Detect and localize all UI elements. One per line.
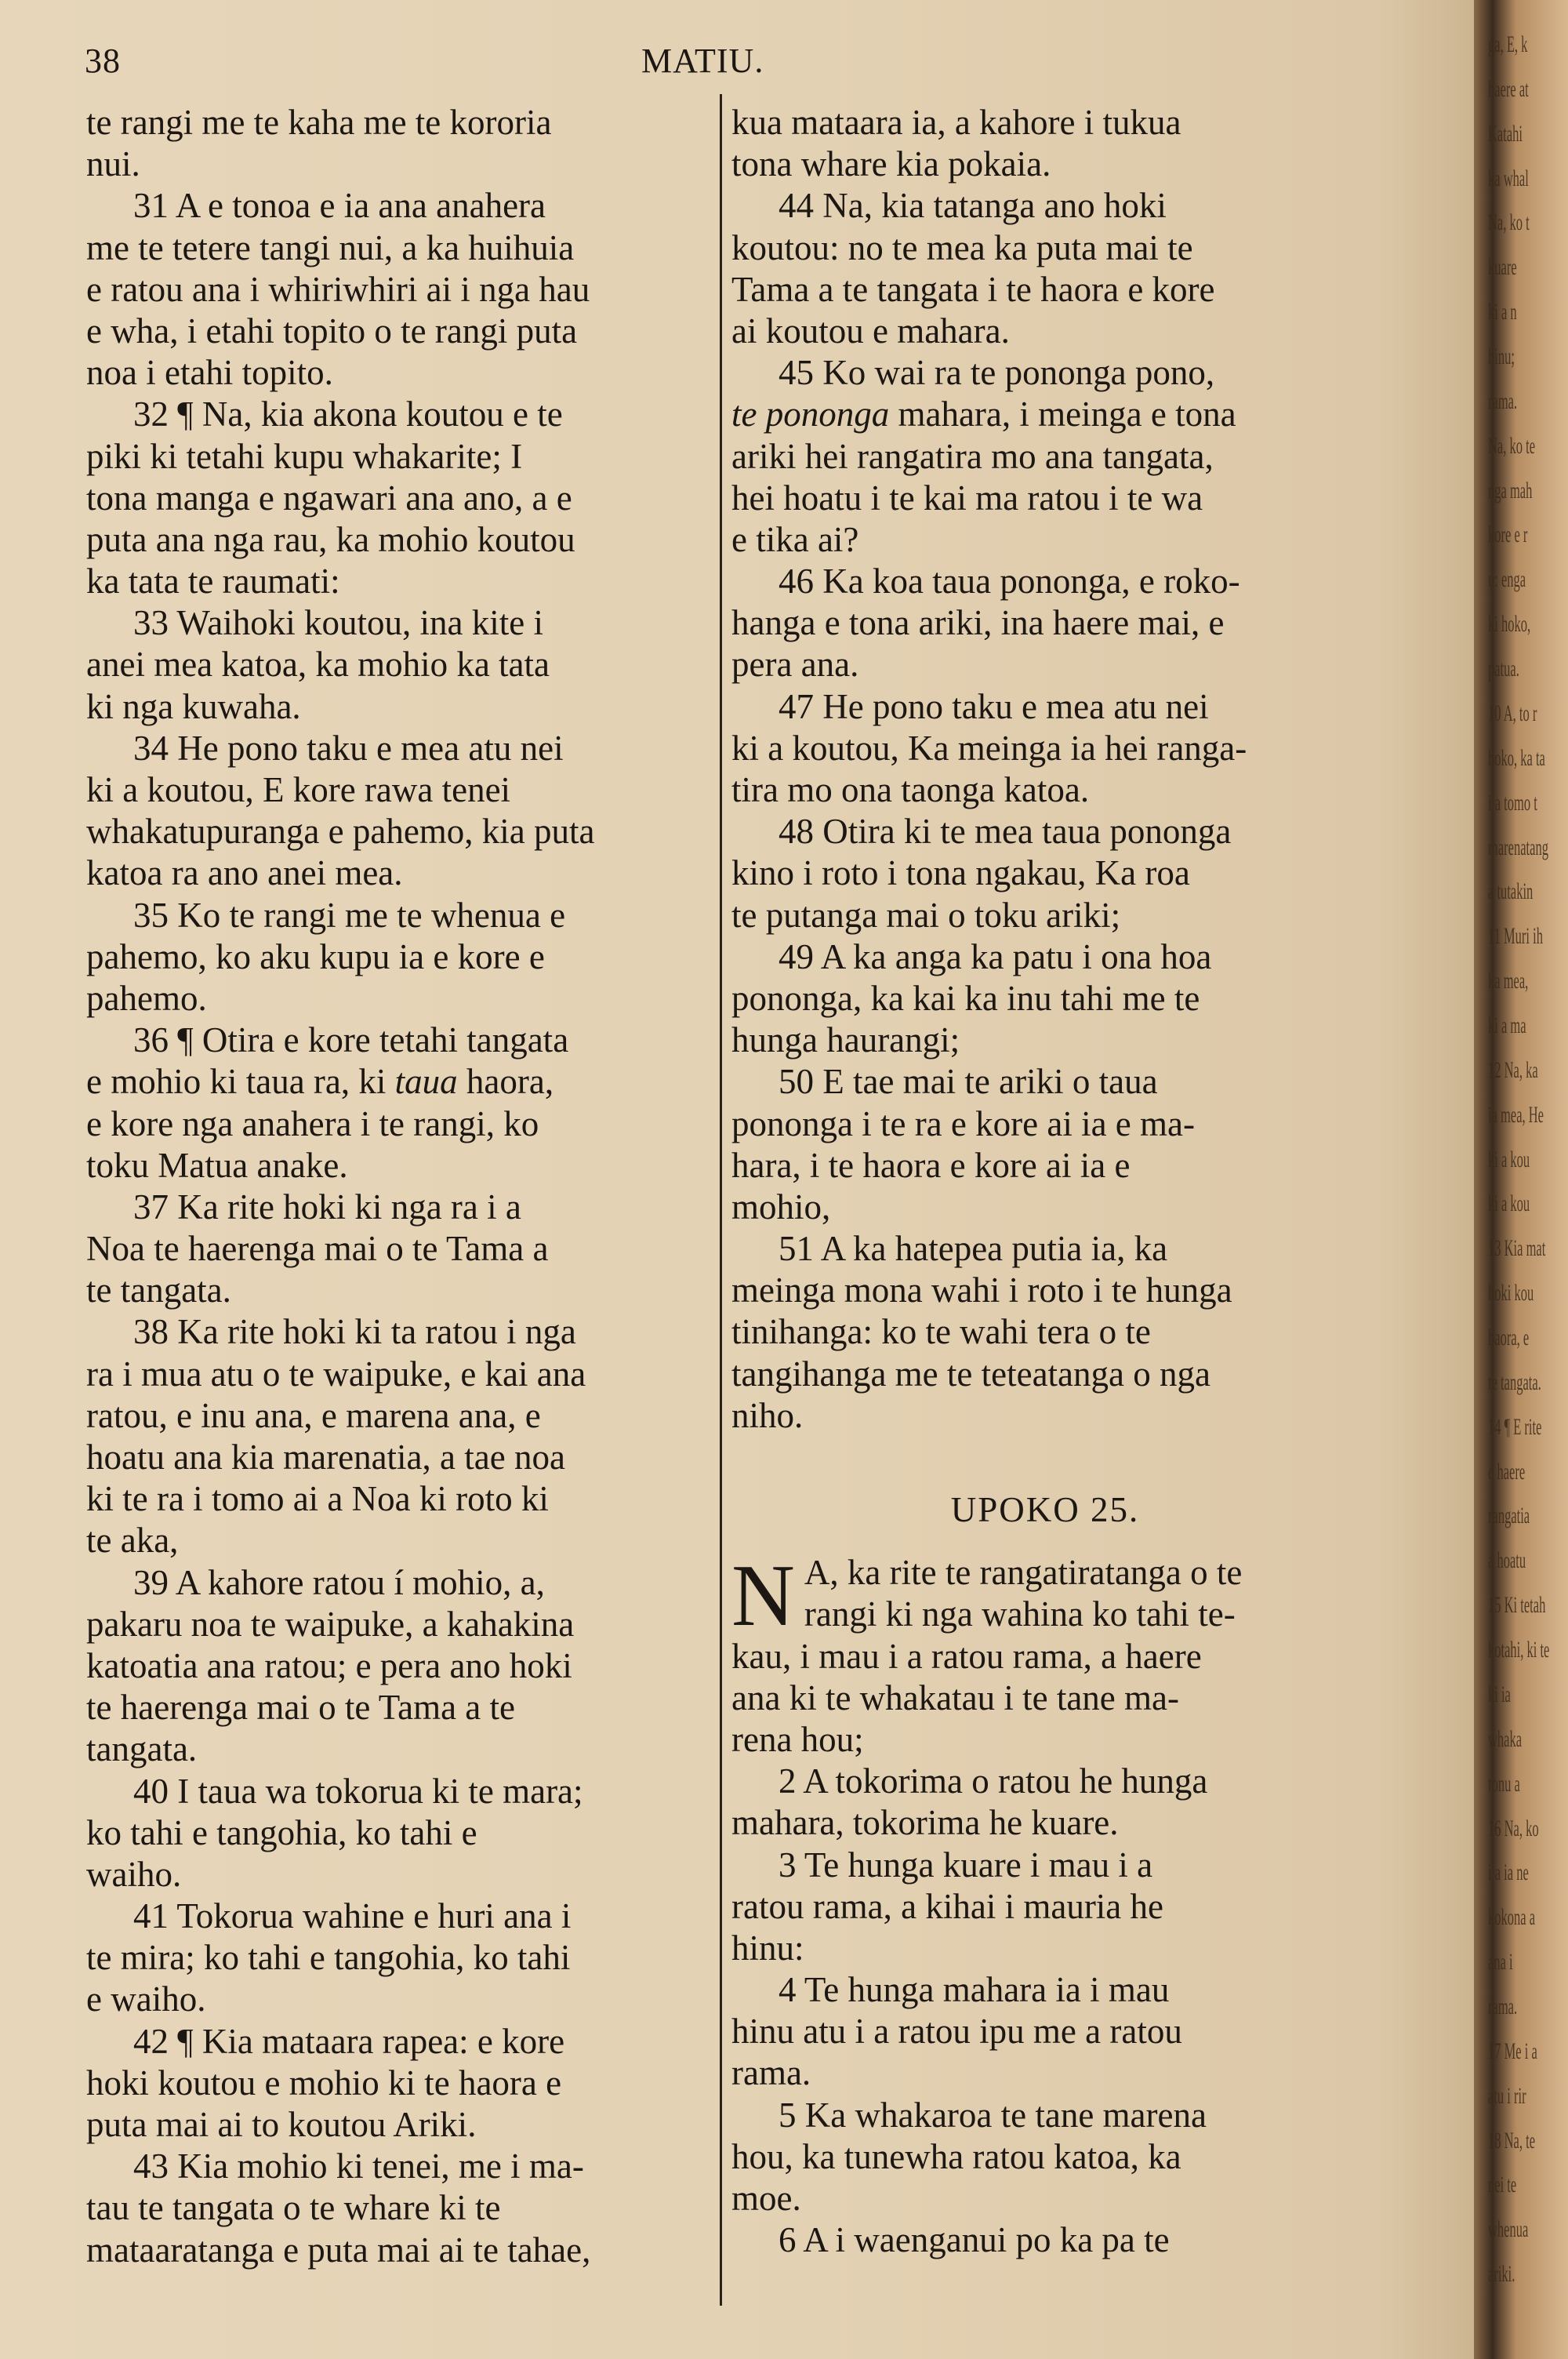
text-line: 45 Ko wai ra te pononga pono, [779, 353, 1215, 393]
text-line: mohio, [731, 1187, 831, 1227]
text-line: e ratou ana i whiriwhiri ai i nga hau [86, 269, 590, 309]
text-line: pahemo. [86, 978, 207, 1018]
text-line: hanga e tona ariki, ina haere mai, e [731, 603, 1225, 643]
text-line: katoatia ana ratou; e pera ano hoki [86, 1645, 572, 1685]
text-line: e wha, i etahi topito o te rangi puta [86, 311, 578, 351]
facing-page-fragment: whenua [1488, 2216, 1529, 2243]
text-line: pera ana. [731, 645, 859, 685]
text-line: kau, i mau i a ratou rama, a haere [731, 1636, 1202, 1676]
text-line: toku Matua anake. [86, 1145, 348, 1185]
facing-page-fragment: kore e r [1488, 522, 1528, 548]
text-line: hei hoatu i te kai ma ratou i te wa [731, 478, 1203, 518]
facing-page-fragment: 18 Na, te [1488, 2127, 1536, 2154]
text-line: ka tata te raumati: [86, 562, 340, 602]
text-line: 2 A tokorima o ratou he hunga [779, 1761, 1208, 1801]
text-line: te tangata. [86, 1270, 231, 1310]
text-line: 43 Kia mohio ki tenei, me i ma- [133, 2146, 584, 2186]
text-line: ai koutou e mahara. [731, 311, 1010, 351]
facing-page-fragment: 14 ¶ E rite [1488, 1413, 1542, 1440]
text-line: tau te tangata o te whare ki te [86, 2188, 501, 2228]
facing-page-fragment: ka whal [1488, 165, 1529, 191]
text-line: 41 Tokorua wahine e huri ana i [133, 1896, 572, 1936]
text-line: noa i etahi topito. [86, 353, 333, 393]
text-line: hinu: [731, 1928, 804, 1968]
text-line: 38 Ka rite hoki ki ta ratou i nga [133, 1312, 576, 1352]
text-line: puta ana nga rau, ka mohio koutou [86, 519, 575, 559]
left-column [86, 102, 713, 2271]
text-line: pakaru noa te waipuke, a kahakina [86, 1604, 575, 1644]
text-line: 47 He pono taku e mea atu nei [779, 686, 1209, 726]
spacer [731, 1437, 1359, 1478]
page-number: 38 [85, 42, 121, 80]
facing-page-fragment: 13 Kia mat [1488, 1235, 1546, 1262]
facing-page-fragment: 12 Na, ka [1488, 1056, 1538, 1083]
text-line: waiho. [86, 1854, 182, 1894]
text-line: hoki koutou e mohio ki te haora e [86, 2063, 562, 2103]
facing-page-fragment: Na, ko te [1488, 432, 1536, 459]
text-line: nui. [86, 144, 140, 184]
text-line: ki te ra i tomo ai a Noa ki roto ki [86, 1479, 549, 1519]
facing-page-fragment: i a tomo t [1488, 789, 1537, 816]
text-line: e kore nga anahera i te rangi, ko [86, 1103, 539, 1143]
text-line: ana ki te whakatau i te tane ma- [731, 1677, 1179, 1717]
text-line: rena hou; [731, 1719, 864, 1759]
text-line: tona manga e ngawari ana ano, a e [86, 478, 572, 518]
facing-page-fragment: whaka [1488, 1725, 1523, 1752]
text-line: 5 Ka whakaroa te tane marena [779, 2095, 1207, 2135]
facing-page-fragment: ki hoko, [1488, 611, 1531, 638]
text-line: 32 ¶ Na, kia akona koutou e te [133, 394, 563, 434]
text-line: te rangi me te kaha me te kororia [86, 103, 552, 142]
text-line: ariki hei rangatira mo ana tangata, [731, 436, 1214, 476]
text-line: e tika ai? [731, 519, 859, 559]
chapter-opening [731, 1547, 1359, 1645]
text-line: ratou rama, a kihai i mauria he [731, 1886, 1164, 1926]
chapter-heading: UPOKO 25. [950, 1490, 1140, 1530]
text-line: rama. [731, 2053, 811, 2093]
facing-page-fragment: rangatia [1488, 1503, 1530, 1529]
right-column [731, 102, 1359, 2261]
text-line: tangihanga me te teteatanga o nga [731, 1354, 1210, 1394]
running-title: MATIU. [641, 42, 764, 80]
text-line: A, ka rite te rangatiratanga o te [804, 1553, 1243, 1593]
facing-page-fragment: hoki kou [1488, 1280, 1534, 1307]
facing-page-fragment: hoko, ka ta [1488, 744, 1545, 771]
text-line: hinu atu i a ratou ipu me a ratou [731, 2012, 1182, 2052]
facing-page-fragment: kuare [1488, 254, 1517, 281]
text-line: Noa te haerenga mai o te Tama a [86, 1229, 549, 1269]
facing-page-fragment: nga mah [1488, 477, 1533, 503]
text-line: piki ki tetahi kupu whakarite; I [86, 436, 523, 476]
text-line: te pononga mahara, i meinga e tona [731, 394, 1236, 434]
facing-page-fragment: Katahi [1488, 120, 1523, 147]
text-line: te putanga mai o toku ariki; [731, 895, 1121, 935]
text-line: anei mea katoa, ka mohio ka tata [86, 645, 550, 685]
facing-page-fragment: 11 Muri ih [1488, 923, 1543, 950]
text-line: niho. [731, 1395, 804, 1435]
text-line: 4 Te hunga mahara ia i mau [779, 1970, 1170, 2010]
facing-page-fragment: ana i [1488, 1949, 1513, 1976]
text-line: mataaratanga e puta mai ai te tahae, [86, 2230, 591, 2270]
text-line: koutou: no te mea ka puta mai te [731, 227, 1193, 267]
drop-cap: N [731, 1547, 795, 1645]
text-line: 3 Te hunga kuare i mau i a [779, 1845, 1153, 1885]
facing-page-fragment: 10 A, to r [1488, 700, 1537, 726]
facing-page-fragment: te tangata. [1488, 1369, 1541, 1395]
column-divider [720, 94, 722, 2306]
facing-page-fragment: kotahi, ki te [1488, 1637, 1550, 1663]
text-line: ratou, e inu ana, e marena ana, e [86, 1395, 541, 1435]
text-line: 37 Ka rite hoki ki nga ra i a [133, 1187, 521, 1227]
text-line: te mira; ko tahi e tangohia, ko tahi [86, 1938, 571, 1978]
text-line: e waiho. [86, 1979, 206, 2019]
text-line: meinga mona wahi i roto i te hunga [731, 1270, 1232, 1310]
text-line: 33 Waihoki koutou, ina kite i [133, 603, 543, 643]
text-line: te haerenga mai o te Tama a te [86, 1688, 515, 1728]
text-line: moe. [731, 2179, 801, 2218]
facing-page-fragment: ki a ma [1488, 1012, 1526, 1038]
text-line: rangi ki nga wahina ko tahi te- [804, 1594, 1236, 1634]
text-line: 31 A e tonoa e ia ana anahera [133, 186, 546, 226]
text-line: ki nga kuwaha. [86, 686, 301, 726]
facing-page-fragment: ariki. [1488, 2261, 1515, 2288]
text-line: Tama a te tangata i te haora e kore [731, 269, 1215, 309]
facing-page-fragment: marenatang [1488, 834, 1548, 860]
text-line: 34 He pono taku e mea atu nei [133, 728, 564, 768]
facing-page-fragment: ki ia [1488, 1681, 1511, 1707]
chapter-verses [731, 1636, 1359, 2262]
facing-page-fragment: 15 Ki tetah [1488, 1592, 1546, 1619]
facing-page-fragment: 17 Me i a [1488, 2037, 1537, 2064]
text-line: 40 I taua wa tokorua ki te mara; [133, 1771, 583, 1811]
text-line: 39 A kahore ratou í mohio, a, [133, 1562, 545, 1602]
text-line: 48 Otira ki te mea taua pononga [779, 812, 1232, 852]
text-line: 50 E tae mai te ariki o taua [779, 1062, 1158, 1102]
facing-page-fragment: u: enga [1488, 566, 1526, 593]
text-line: 6 A i waenganui po ka pa te [779, 2220, 1170, 2260]
text-line: ra i mua atu o te waipuke, e kai ana [86, 1354, 586, 1394]
text-line: ki a koutou, Ka meinga ia hei ranga- [731, 728, 1247, 768]
text-line: whakatupuranga e pahemo, kia puta [86, 812, 595, 852]
text-line: kino i roto i tona ngakau, Ka roa [731, 853, 1190, 893]
text-line: 36 ¶ Otira e kore tetahi tangata [133, 1020, 569, 1060]
text-line: hara, i te haora e kore ai ia e [731, 1145, 1131, 1185]
facing-page-fragment: a hoatu [1488, 1547, 1526, 1574]
text-line: hoatu ana kia marenatia, a tae noa [86, 1438, 565, 1477]
facing-page-fragment: 16 Na, ko [1488, 1815, 1539, 1841]
facing-page-fragment: ki a kou [1488, 1190, 1530, 1217]
facing-page-fragment: a tutakin [1488, 878, 1534, 905]
facing-page-fragment: haere at [1488, 75, 1529, 102]
text-line: te aka, [86, 1521, 179, 1561]
facing-page-fragment: hinu; [1488, 343, 1515, 370]
facing-page-fragment: e haere [1488, 1458, 1526, 1485]
text-line: 49 A ka anga ka patu i ona hoa [779, 936, 1212, 976]
facing-page-fragment: rama. [1488, 1993, 1518, 2019]
facing-page-fragment: ki a n [1488, 299, 1517, 325]
text-line: 44 Na, kia tatanga ano hoki [779, 186, 1167, 226]
facing-page-fragment: tonu a [1488, 1770, 1520, 1797]
text-line: ko tahi e tangohia, ko tahi e [86, 1812, 477, 1852]
text-line: ki a koutou, E kore rawa tenei [86, 770, 511, 809]
text-line: pononga, ka kai ka inu tahi me te [731, 978, 1200, 1018]
facing-page-fragment: nei te [1488, 2172, 1517, 2198]
text-line: 42 ¶ Kia mataara rapea: e kore [133, 2021, 565, 2061]
facing-page-fragment: rama. [1488, 387, 1518, 414]
text-line: tangata. [86, 1729, 198, 1769]
text-line: katoa ra ano anei mea. [86, 853, 403, 893]
facing-page-fragment: atu i rir [1488, 2082, 1526, 2109]
text-line: puta mai ai to koutou Ariki. [86, 2105, 477, 2144]
text-line: 51 A ka hatepea putia ia, ka [779, 1229, 1168, 1269]
text-line: mahara, tokorima he kuare. [731, 1803, 1119, 1843]
text-line: 46 Ka koa taua pononga, e roko- [779, 562, 1240, 602]
text-line: tona whare kia pokaia. [731, 144, 1051, 184]
facing-page-edge [1474, 0, 1568, 2359]
right-column-verses [731, 102, 1359, 1437]
text-line: pononga i te ra e kore ai ia e ma- [731, 1103, 1195, 1143]
facing-page-fragment: Na, ko t [1488, 209, 1530, 236]
text-line: kua mataara ia, a kahore i tukua [731, 103, 1181, 142]
text-line: pahemo, ko aku kupu ia e kore e [86, 936, 545, 976]
facing-page-fragment: haora, e [1488, 1325, 1530, 1351]
facing-page-fragment: ga, E, k [1488, 31, 1528, 57]
text-line: e mohio ki taua ra, ki taua haora, [86, 1062, 554, 1102]
text-line: tinihanga: ko te wahi tera o te [731, 1312, 1151, 1352]
text-line: tira mo ona taonga katoa. [731, 770, 1090, 809]
text-line: hunga haurangi; [731, 1020, 960, 1060]
facing-page-fragment: i a ia ne [1488, 1859, 1529, 1886]
facing-page-fragment: ki a kou [1488, 1146, 1530, 1172]
facing-page-fragment: ka mea, [1488, 968, 1529, 994]
facing-page-fragment: patua. [1488, 656, 1519, 682]
facing-page-fragment: kokona a [1488, 1904, 1536, 1931]
text-line: hou, ka tunewha ratou katoa, ka [731, 2136, 1181, 2176]
text-line: 35 Ko te rangi me te whenua e [133, 895, 566, 935]
facing-page-fragment: ia mea, He [1488, 1101, 1544, 1128]
text-line: me te tetere tangi nui, a ka huihuia [86, 227, 575, 267]
